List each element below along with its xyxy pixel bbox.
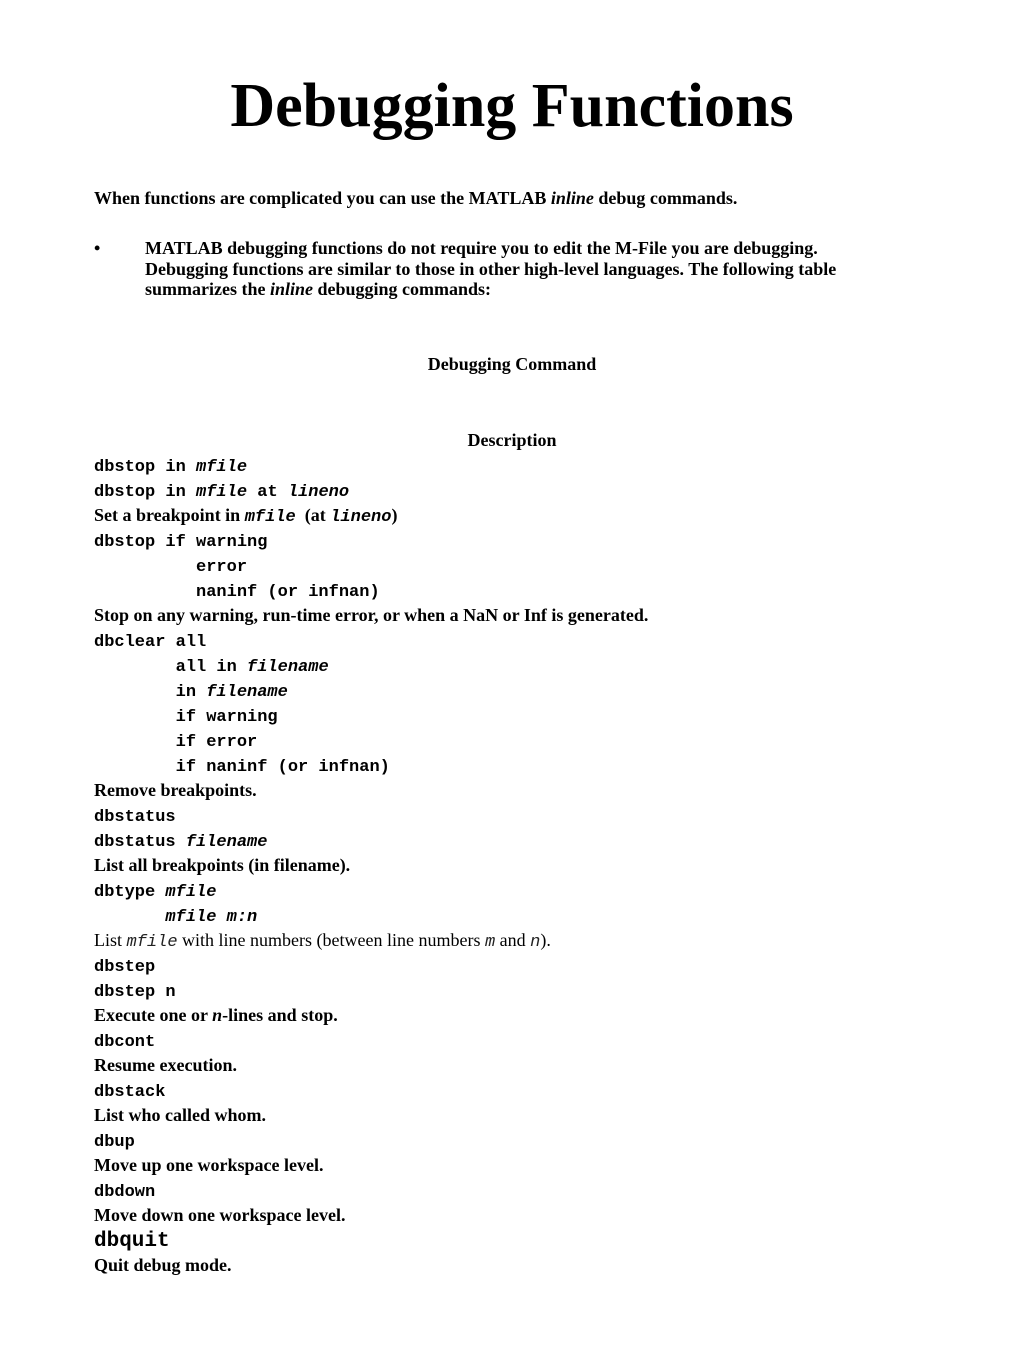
- command-text: dbstep n: [94, 983, 176, 1002]
- description-line: [94, 1153, 974, 1178]
- bullet-emphasis: inline: [269, 279, 313, 299]
- command-text: if error: [94, 733, 258, 752]
- description-text: Quit debug mode.: [94, 1255, 232, 1275]
- command-line: [94, 553, 974, 578]
- command-line: [94, 828, 974, 853]
- command-text: dbup: [94, 1133, 135, 1152]
- intro-emphasis: inline: [550, 188, 594, 208]
- command-line: [94, 803, 974, 828]
- description-line: [94, 853, 974, 878]
- description-line: [94, 603, 974, 628]
- command-line: [94, 453, 974, 478]
- command-line: [94, 528, 974, 553]
- command-text: dbcont: [94, 1033, 156, 1052]
- command-param: mfile: [196, 483, 248, 502]
- command-text: dbstack: [94, 1083, 166, 1102]
- command-line: [94, 703, 974, 728]
- description-line: [94, 1203, 974, 1228]
- column-header-description: Description: [467, 430, 557, 450]
- command-line: [94, 903, 974, 928]
- description-line: [94, 1103, 974, 1128]
- command-param: mfile m:n: [165, 908, 258, 927]
- command-line: [94, 728, 974, 753]
- intro-paragraph: [94, 187, 737, 209]
- intro-text-after: debug commands.: [593, 188, 738, 208]
- command-param: mfile: [244, 508, 296, 527]
- description-text: Resume execution.: [94, 1055, 237, 1075]
- intro-text-before: When functions are complicated you can use the MATLAB: [94, 188, 551, 208]
- description-text: ).: [540, 930, 551, 950]
- command-param: filename: [206, 683, 288, 702]
- command-text: dbstatus: [94, 808, 176, 827]
- command-param: mfile: [126, 933, 178, 952]
- command-text: all in: [94, 658, 248, 677]
- command-text: at: [247, 483, 288, 502]
- command-text: dbdown: [94, 1183, 156, 1202]
- command-param: mfile: [165, 883, 217, 902]
- page-title: Debugging Functions: [230, 72, 794, 140]
- command-param: filename: [247, 658, 329, 677]
- command-text: if warning: [94, 708, 278, 727]
- bullet-text-part1: MATLAB debugging functions do not require you to edit the M-File you are debugging. Debugging functions are similar to those in other high-level languages. The following table summarizes the: [145, 238, 837, 299]
- command-text: in: [94, 683, 207, 702]
- command-text: dbstatus: [94, 833, 186, 852]
- command-text: dbstop if warning: [94, 533, 268, 552]
- description-line: [94, 1053, 974, 1078]
- command-param: m: [484, 933, 496, 952]
- command-text: dbclear all: [94, 633, 207, 652]
- description-line: [94, 1003, 974, 1028]
- command-line: [94, 653, 974, 678]
- command-line: [94, 578, 974, 603]
- command-param: lineno: [330, 508, 392, 527]
- bullet-paragraph: [145, 238, 905, 300]
- command-line: [94, 1128, 974, 1153]
- description-text: ): [391, 505, 398, 525]
- command-text: dbstop in: [94, 483, 197, 502]
- description-text: Remove breakpoints.: [94, 780, 257, 800]
- command-param: n: [530, 933, 541, 952]
- command-text: dbstep: [94, 958, 156, 977]
- command-text: if naninf (or infnan): [94, 758, 390, 777]
- command-line: [94, 1178, 974, 1203]
- command-text: error: [94, 558, 248, 577]
- command-text: naninf (or infnan): [94, 583, 380, 602]
- bullet-marker: •: [94, 238, 101, 258]
- command-line: [94, 953, 974, 978]
- command-line: [94, 1078, 974, 1103]
- description-text: and: [495, 930, 531, 950]
- command-text: [94, 908, 165, 927]
- description-text: -lines and stop.: [222, 1005, 338, 1025]
- description-emphasis: n: [212, 1005, 223, 1025]
- command-line: [94, 1028, 974, 1053]
- description-text: Move up one workspace level.: [94, 1155, 324, 1175]
- bullet-text-part2: debugging commands:: [313, 279, 492, 299]
- command-line: [94, 628, 974, 653]
- description-line: [94, 503, 974, 528]
- description-line: [94, 928, 974, 953]
- description-text: Stop on any warning, run-time error, or when a NaN or Inf is generated.: [94, 605, 649, 625]
- description-line: [94, 778, 974, 803]
- command-param: mfile: [196, 458, 248, 477]
- command-text: dbquit: [94, 1230, 170, 1253]
- command-text: dbtype: [94, 883, 166, 902]
- description-text: with line numbers (between line numbers: [177, 930, 485, 950]
- command-param: lineno: [287, 483, 350, 502]
- description-text: List: [94, 930, 127, 950]
- command-line: [94, 878, 974, 903]
- description-text: List who called whom.: [94, 1105, 267, 1125]
- command-line: [94, 478, 974, 503]
- description-text: Set a breakpoint in: [94, 505, 245, 525]
- command-line: [94, 678, 974, 703]
- column-header-command: Debugging Command: [427, 354, 597, 374]
- description-text: (at: [295, 505, 331, 525]
- command-list: [94, 453, 974, 1278]
- description-text: List all breakpoints (in filename).: [94, 855, 351, 875]
- description-text: Move down one workspace level.: [94, 1205, 346, 1225]
- command-line: [94, 753, 974, 778]
- command-line: [94, 1228, 974, 1253]
- command-text: dbstop in: [94, 458, 197, 477]
- command-param: filename: [185, 833, 268, 852]
- command-line: [94, 978, 974, 1003]
- description-line: [94, 1253, 974, 1278]
- description-text: Execute one or: [94, 1005, 213, 1025]
